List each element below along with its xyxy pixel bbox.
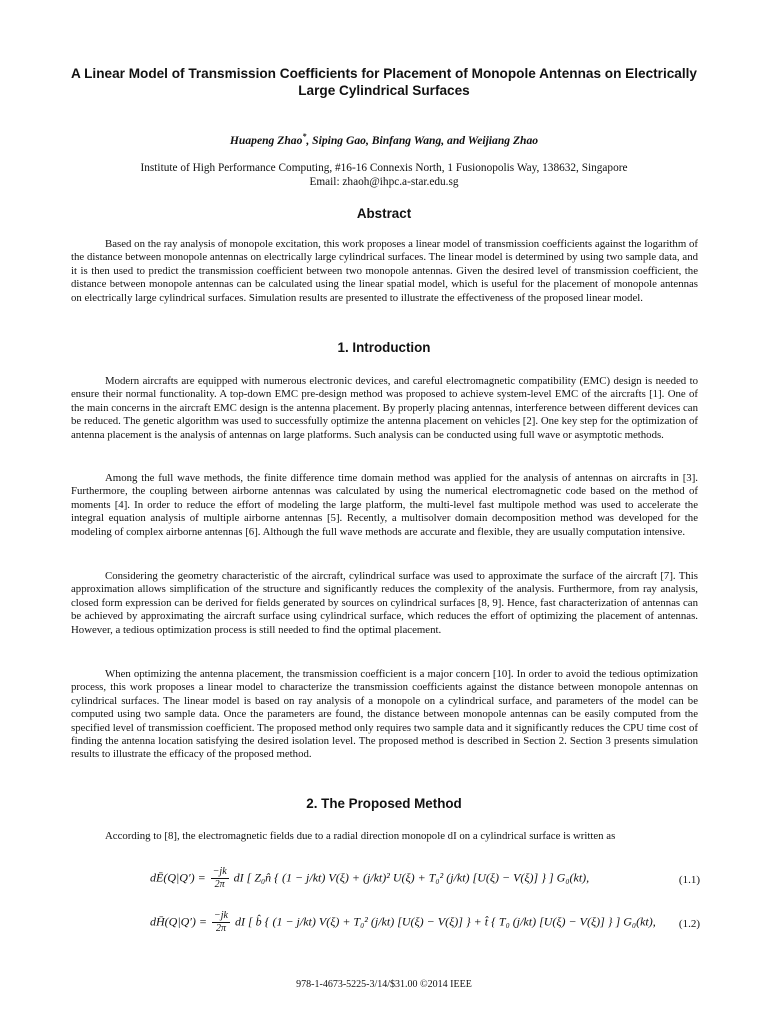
equation-1-2-fraction: $\frac{-jk}{2\pi}$ [214, 910, 228, 934]
equation-1-2-number: (1.2) [678, 918, 700, 930]
method-paragraph-1: According to [8], the electromagnetic fields due to a radial direction monopole dI on a cylindrical surface is written as [105, 830, 616, 842]
equation-1-1-lhs: dĒ(Q|Q′) = [150, 870, 206, 885]
first-author: Huapeng Zhao [229, 133, 303, 147]
intro-paragraph-2: Among the full wave methods, the finite difference time domain method was applied for the analysis of antennas on aircrafts in [3]. Furthermore, the coupling between airborne antennas was calculated by using the numerical electromagnetic code based on the method of moments [4]. In order to reduce the effort of modeling the large platform, the multi-level fast multipole method was used to accelerate the integral equation analysis of multiple airborne antennas [5]. Recently, a multisolver domain decomposition method was developed for the modeling of complex airborne antennas [6]. Although the full wave methods are accurate and flexible, they are usually computation intensive. [71, 472, 698, 538]
equation-1-2 [150, 910, 700, 942]
abstract-heading: Abstract [356, 206, 412, 221]
equation-1-1-number: (1.1) [678, 874, 700, 886]
abstract-text: Based on the ray analysis of monopole excitation, this work proposes a linear model of transmission coefficients against the logarithm of the distance between monopole antennas on electrically large cylindrical surfaces. The linear model is determined by using two sample data, and it is then used to predict the transmission coefficient between two monopole antennas. Given the desired level of transmission coefficient, the distance between monopole antennas can be calculated using the linear spatial model, which is useful for the placement of monopole antennas on electrically large cylindrical surfaces. Simulation results are presented to illustrate the effectiveness of the proposed linear model. [71, 238, 698, 304]
equation-1-2-rhs: dI [ b̂ { (1 − j/kt) V(ξ) + T₀² (j/kt) [U(ξ) − V(ξ)] } + t̂ { T₀ (j/kt) [U(ξ) − V(ξ)] } ] G₀(kt), [234, 914, 656, 929]
method-heading: 2. The Proposed Method [306, 796, 462, 811]
affiliation: Institute of High Performance Computing, #16-16 Connexis North, 1 Fusionopolis Way, 138632, Singapore [140, 162, 628, 174]
paper-title: A Linear Model of Transmission Coefficients for Placement of Monopole Antennas on Electrically Large Cylindrical Surfaces [71, 66, 697, 98]
intro-paragraph-3: Considering the geometry characteristic of the aircraft, cylindrical surface was used to approximate the surface of the aircraft [7]. This approximation allows simplification of the structure and significantly reduces the complexity of the analysis. Furthermore, from ray analysis, closed form expression can be derived for fields generated by sources on cylindrical surfaces [8, 9]. Hence, fast characterization of antennas can be achieved by approximating the aircraft surface using cylindrical surface, which reduces the effort of optimizing the placement of antennas. However, a tedious optimization process is still needed to find the optimal placement. [71, 570, 698, 636]
equation-1-2-lhs: dH̄(Q|Q′) = [150, 914, 208, 929]
author-list [60, 132, 708, 147]
equation-1-1 [150, 866, 700, 898]
intro-paragraph-1: Modern aircrafts are equipped with numerous electronic devices, and careful electromagnetic compatibility (EMC) design is needed to ensure their normal functionality. A top-down EMC pre-design method was proposed to achieve system-level EMC of the aircrafts [1]. One of the main concerns in the aircraft EMC design is the antenna placement. By properly placing antennas, interference between different devices can be reduced. The genetic algorithm was used to successfully optimize the antenna placement on vehicles [2]. One key step for the optimization of antenna placement is the analysis of antennas on large platforms. Such analysis can be conducted using full wave or asymptotic methods. [71, 375, 698, 441]
intro-paragraph-4: When optimizing the antenna placement, the transmission coefficient is a major concern [10]. In order to avoid the tedious optimization process, this work proposes a linear model to characterize the transmission coefficients against the distance between monopole antennas on cylindrical surfaces. The linear model is based on ray analysis of a monopole on a cylindrical surface, and parameters of the model can be computed using two sample data. Once the parameters are found, the distance between monopole antennas can be easily computed from the specified level of transmission coefficient. The proposed method only requires two sample data and it significantly reduces the CPU time cost of finding the antenna location satisfying the desired isolation level. The proposed method is described in Section 2. Section 3 presents simulation results to illustrate the efficacy of the proposed method. [71, 668, 698, 761]
introduction-heading: 1. Introduction [337, 340, 431, 355]
corresponding-mark: * [302, 132, 307, 141]
affiliation-block [60, 161, 708, 189]
equation-1-1-fraction: $\frac{-jk}{2\pi}$ [212, 866, 227, 890]
copyright-footer: 978-1-4673-5225-3/14/$31.00 ©2014 IEEE [296, 979, 472, 990]
other-authors: , Siping Gao, Binfang Wang, and Weijiang Zhao [306, 133, 539, 147]
email: Email: zhaoh@ihpc.a-star.edu.sg [309, 176, 459, 188]
equation-1-1-rhs: dI [ Z₀n̂ { (1 − j/kt) V(ξ) + (j/kt)² U(ξ) + T₀² (j/kt) [U(ξ) − V(ξ)] } ] G₀(kt), [233, 870, 590, 885]
